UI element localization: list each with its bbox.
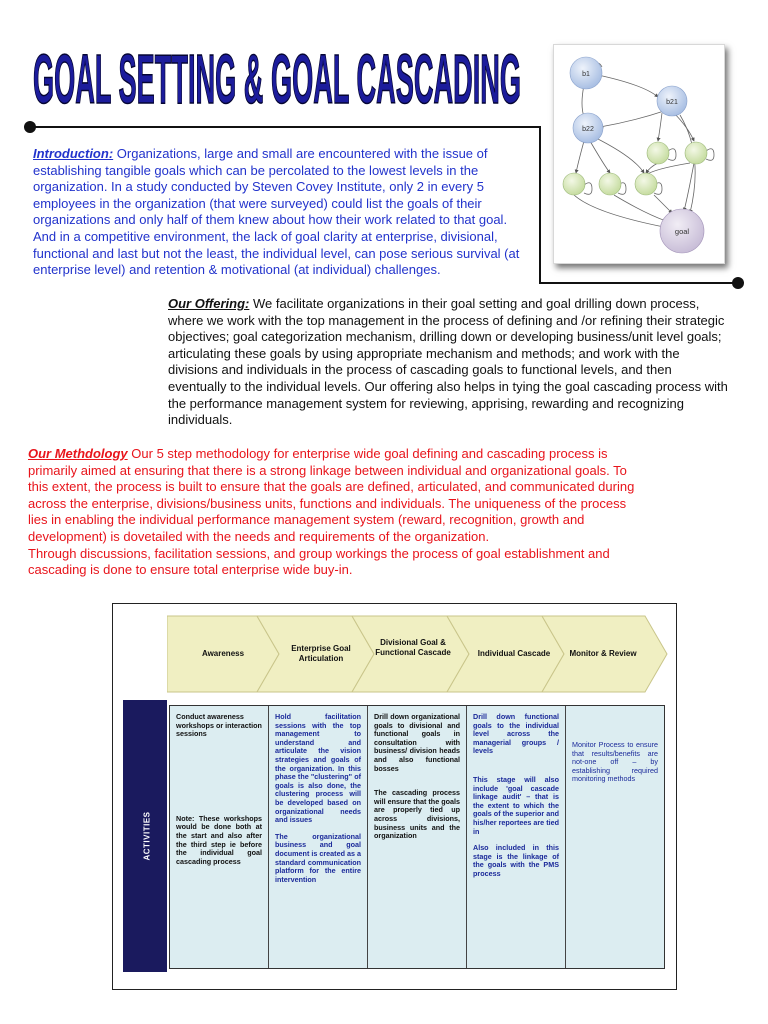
stage-label-divisional: Divisional Goal & Functional Cascade (375, 638, 451, 657)
connector-line-right (539, 282, 735, 284)
connector-line-vertical (539, 126, 541, 284)
activity-text: Hold facilitation sessions with the top management to understand and articulate the vision strategies and goals of the organization. In this phase the "clustering" of goals is also done, the clustering process will be developed based on organizational needs and issues (275, 712, 361, 825)
process-diagram (112, 603, 677, 990)
svg-text:b22: b22 (582, 126, 594, 133)
activity-text-2: The organizational business and goal document is created as a standard communication platform for the entire intervention (275, 831, 361, 884)
activity-cell-divisional (367, 706, 466, 968)
title-text: GOAL SETTING & GOAL CASCADING (32, 41, 521, 114)
activity-text-2: The cascading process will ensure that the goals are properly tied up across divisions, business units and the organization (374, 788, 460, 841)
activity-text: Conduct awareness workshops or interaction sessions (176, 712, 262, 739)
activity-text: Drill down organizational goals to divisional and functional goals in consultation with business/ division heads and also functional bosses (374, 712, 460, 773)
activity-cell-individual (466, 706, 565, 968)
introduction-paragraph-2: And in a competitive environment, the lack of goal clarity at enterprise, divisional, functional and last but not the least, the individual level, can pose serious survival (at enterprise level) and retention & motivational (at individual) challenges. (33, 228, 520, 278)
offering-heading: Our Offering: (168, 296, 250, 311)
activity-note: Note: These workshops would be done both at the start and also after the third step ie before the individual goal cascading process (176, 813, 262, 866)
methodology-paragraph-2: Through discussions, facilitation sessions, and group workings the process of goal establishment and cascading is done to ensure total enterprise wide buy-in. (28, 545, 610, 578)
methodology-section (28, 446, 648, 579)
introduction-section (33, 146, 533, 279)
stage-label-enterprise: Enterprise Goal Articulation (291, 644, 351, 663)
stage-label-awareness: Awareness (201, 649, 245, 658)
activity-cell-monitor (565, 706, 664, 968)
offering-section (168, 296, 728, 429)
activity-text: Drill down functional goals to the individual level across the managerial groups / levels (473, 712, 559, 756)
activity-text-3: Also included in this stage is the linkage of the goals with the PMS process (473, 843, 559, 878)
activity-cell-awareness (170, 706, 268, 968)
methodology-paragraph (28, 446, 648, 546)
connector-dot-left (24, 121, 36, 133)
svg-text:b1: b1 (582, 71, 590, 78)
offering-text: We facilitate organizations in their goal setting and goal drilling down process, where we work with the top management in the process of defining and /or refining their strategic objectives; goal categorization mechanism, drilling down or developing business/unit level goals; articulating these goals by using appropriate mechanism and methods; and work with the divisions and individuals in the process of cascading goals to functional levels, and then eventually to the individual levels. Our offering also helps in tying the goal cascading process with the performance management system for reviewing, apprising, rewarding and recognizing individuals. (168, 296, 728, 428)
connector-line-top (30, 126, 540, 128)
introduction-paragraph (33, 146, 533, 229)
activity-text-2: This stage will also include 'goal cascade linkage audit' – that is the extent to which the goals of the superior and his/her reportees are tied in (473, 774, 559, 836)
activity-cell-enterprise (268, 706, 367, 968)
methodology-heading: Our Methdology (28, 446, 128, 461)
methodology-text: Our 5 step methodology for enterprise wide goal defining and cascading process is primarily aimed at ensuring that there is a strong linkage between individual and organizational goals. To this extent, the process is built to ensure that the goals are defined, articulated, and communicated during across the enterprise, divisions/business units, functions and individuals. The uniqueness of the process lies in enabling the individual performance management system (reward, recognition, growth and development) is dovetailed with the needs and requirements of the organization. (28, 446, 635, 544)
goal-network-diagram (553, 44, 725, 264)
connector-dot-right (732, 277, 744, 289)
activities-grid (169, 705, 665, 969)
introduction-text: Organizations, large and small are encountered with the issue of establishing tangible goals which can be percolated to the lowest levels in the organization. In a study conducted by Steven Covey Institute, only 2 in every 5 employees in the organization (that were surveyed) could list the goals of their organizations and only half of them knew about how their work related to that goal. (33, 146, 508, 228)
activity-text: Monitor Process to ensure that results/benefits are not-one off – by establishing required monitoring methods (572, 740, 658, 784)
activities-label: ACTIVITIES (142, 811, 152, 861)
svg-text:goal: goal (674, 227, 690, 236)
stage-label-monitor: Monitor & Review (569, 649, 637, 658)
title-graphic (30, 40, 525, 114)
svg-text:b21: b21 (666, 99, 678, 106)
page-title (30, 40, 525, 114)
offering-paragraph (168, 296, 728, 429)
goal-network-svg (554, 45, 724, 263)
stage-label-individual: Individual Cascade (477, 649, 551, 658)
introduction-heading: Introduction: (33, 146, 114, 161)
